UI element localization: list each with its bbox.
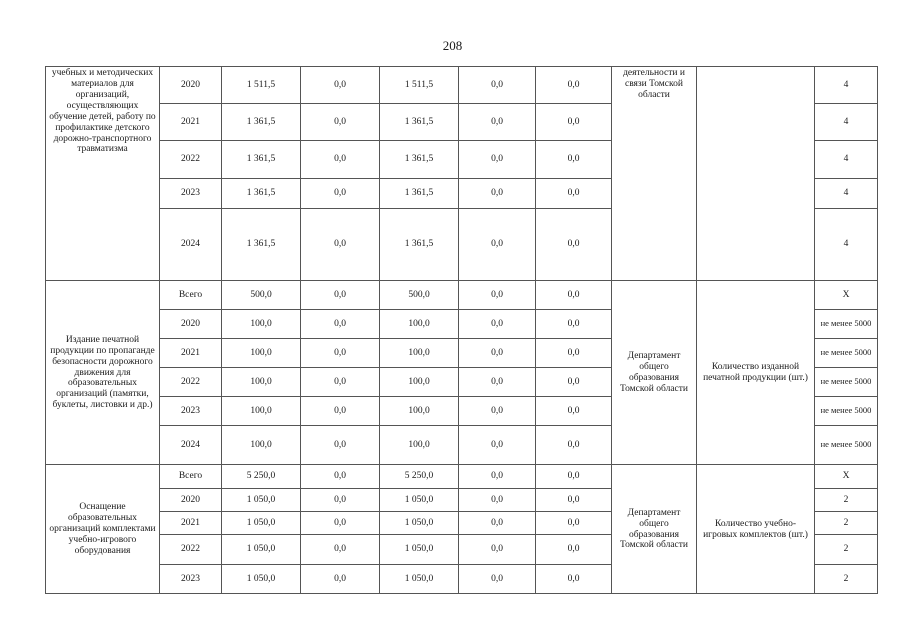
other-cell: 0,0	[536, 465, 612, 489]
table-row	[46, 281, 878, 310]
federal-cell: 0,0	[301, 310, 380, 339]
executor-cell: деятельности и связи Томской области	[612, 67, 697, 281]
other-cell: 0,0	[536, 397, 612, 426]
year-cell: 2020	[160, 67, 222, 104]
federal-cell: 0,0	[301, 368, 380, 397]
year-cell: 2022	[160, 368, 222, 397]
other-cell: 0,0	[536, 565, 612, 594]
total-cell: 1 050,0	[222, 535, 301, 565]
other-cell: 0,0	[536, 209, 612, 281]
local-cell: 0,0	[459, 310, 536, 339]
indicator-value-cell: 4	[815, 209, 878, 281]
indicator-cell: Количество учебно-игровых комплектов (шт.)	[697, 465, 815, 594]
local-cell: 0,0	[459, 141, 536, 179]
total-cell: 100,0	[222, 368, 301, 397]
indicator-value-cell: не менее 5000	[815, 339, 878, 368]
local-cell: 0,0	[459, 489, 536, 512]
indicator-cell: Количество изданной печатной продукции (шт.)	[697, 281, 815, 465]
total-cell: 1 050,0	[222, 565, 301, 594]
other-cell: 0,0	[536, 141, 612, 179]
other-cell: 0,0	[536, 339, 612, 368]
regional-cell: 1 050,0	[380, 565, 459, 594]
local-cell: 0,0	[459, 512, 536, 535]
local-cell: 0,0	[459, 397, 536, 426]
local-cell: 0,0	[459, 339, 536, 368]
indicator-value-cell: X	[815, 281, 878, 310]
year-cell: 2020	[160, 489, 222, 512]
total-cell: 1 361,5	[222, 209, 301, 281]
regional-cell: 1 050,0	[380, 535, 459, 565]
indicator-value-cell: не менее 5000	[815, 397, 878, 426]
other-cell: 0,0	[536, 426, 612, 465]
total-cell: 1 511,5	[222, 67, 301, 104]
regional-cell: 100,0	[380, 397, 459, 426]
activity-description: Оснащение образовательных организаций комплектами учебно-игрового оборудования	[46, 465, 160, 594]
other-cell: 0,0	[536, 535, 612, 565]
federal-cell: 0,0	[301, 465, 380, 489]
regional-cell: 100,0	[380, 368, 459, 397]
indicator-value-cell: 4	[815, 179, 878, 209]
year-cell: 2023	[160, 397, 222, 426]
page-number: 208	[442, 38, 463, 53]
year-cell: 2021	[160, 512, 222, 535]
year-cell: 2022	[160, 141, 222, 179]
other-cell: 0,0	[536, 310, 612, 339]
regional-cell: 100,0	[380, 339, 459, 368]
regional-cell: 1 361,5	[380, 209, 459, 281]
executor-cell: Департамент общего образования Томской области	[612, 281, 697, 465]
local-cell: 0,0	[459, 209, 536, 281]
federal-cell: 0,0	[301, 426, 380, 465]
year-cell: 2023	[160, 565, 222, 594]
indicator-value-cell: 2	[815, 535, 878, 565]
indicator-value-cell: не менее 5000	[815, 426, 878, 465]
total-cell: 1 361,5	[222, 179, 301, 209]
indicator-value-cell: 4	[815, 141, 878, 179]
year-cell: 2024	[160, 209, 222, 281]
year-cell: 2020	[160, 310, 222, 339]
federal-cell: 0,0	[301, 339, 380, 368]
federal-cell: 0,0	[301, 141, 380, 179]
indicator-value-cell: 2	[815, 565, 878, 594]
total-cell: 100,0	[222, 339, 301, 368]
local-cell: 0,0	[459, 565, 536, 594]
year-cell: 2024	[160, 426, 222, 465]
regional-cell: 1 361,5	[380, 179, 459, 209]
total-cell: 1 361,5	[222, 141, 301, 179]
other-cell: 0,0	[536, 281, 612, 310]
other-cell: 0,0	[536, 512, 612, 535]
total-cell: 5 250,0	[222, 465, 301, 489]
federal-cell: 0,0	[301, 104, 380, 141]
regional-cell: 1 361,5	[380, 141, 459, 179]
local-cell: 0,0	[459, 535, 536, 565]
federal-cell: 0,0	[301, 67, 380, 104]
total-cell: 100,0	[222, 397, 301, 426]
total-cell: 1 050,0	[222, 489, 301, 512]
activity-description: Издание печатной продукции по пропаганде безопасности дорожного движения для образовательных организаций (памятки, буклеты, листовки и др.)	[46, 281, 160, 465]
total-cell: 1 361,5	[222, 104, 301, 141]
indicator-value-cell: не менее 5000	[815, 310, 878, 339]
regional-cell: 1 511,5	[380, 67, 459, 104]
local-cell: 0,0	[459, 281, 536, 310]
regional-cell: 500,0	[380, 281, 459, 310]
total-cell: 100,0	[222, 310, 301, 339]
regional-cell: 100,0	[380, 310, 459, 339]
local-cell: 0,0	[459, 104, 536, 141]
total-cell: 1 050,0	[222, 512, 301, 535]
federal-cell: 0,0	[301, 565, 380, 594]
regional-cell: 5 250,0	[380, 465, 459, 489]
regional-cell: 100,0	[380, 426, 459, 465]
federal-cell: 0,0	[301, 512, 380, 535]
total-cell: 500,0	[222, 281, 301, 310]
table-row	[46, 465, 878, 489]
federal-cell: 0,0	[301, 179, 380, 209]
regional-cell: 1 361,5	[380, 104, 459, 141]
table-row	[46, 67, 878, 104]
local-cell: 0,0	[459, 465, 536, 489]
federal-cell: 0,0	[301, 397, 380, 426]
year-cell: Всего	[160, 281, 222, 310]
total-cell: 100,0	[222, 426, 301, 465]
regional-cell: 1 050,0	[380, 512, 459, 535]
year-cell: 2021	[160, 339, 222, 368]
regional-cell: 1 050,0	[380, 489, 459, 512]
local-cell: 0,0	[459, 426, 536, 465]
federal-cell: 0,0	[301, 535, 380, 565]
indicator-cell	[697, 67, 815, 281]
program-table	[45, 66, 878, 594]
federal-cell: 0,0	[301, 209, 380, 281]
activity-description: учебных и методических материалов для организаций, осуществляющих обучение детей, работу по профилактике детского дорожно-транспортного травматизма	[46, 67, 160, 281]
year-cell: 2022	[160, 535, 222, 565]
other-cell: 0,0	[536, 368, 612, 397]
indicator-value-cell: 2	[815, 489, 878, 512]
year-cell: Всего	[160, 465, 222, 489]
federal-cell: 0,0	[301, 281, 380, 310]
local-cell: 0,0	[459, 179, 536, 209]
indicator-value-cell: 2	[815, 512, 878, 535]
local-cell: 0,0	[459, 67, 536, 104]
year-cell: 2021	[160, 104, 222, 141]
other-cell: 0,0	[536, 179, 612, 209]
other-cell: 0,0	[536, 489, 612, 512]
indicator-value-cell: 4	[815, 67, 878, 104]
indicator-value-cell: 4	[815, 104, 878, 141]
year-cell: 2023	[160, 179, 222, 209]
local-cell: 0,0	[459, 368, 536, 397]
executor-cell: Департамент общего образования Томской области	[612, 465, 697, 594]
other-cell: 0,0	[536, 67, 612, 104]
other-cell: 0,0	[536, 104, 612, 141]
indicator-value-cell: X	[815, 465, 878, 489]
federal-cell: 0,0	[301, 489, 380, 512]
indicator-value-cell: не менее 5000	[815, 368, 878, 397]
